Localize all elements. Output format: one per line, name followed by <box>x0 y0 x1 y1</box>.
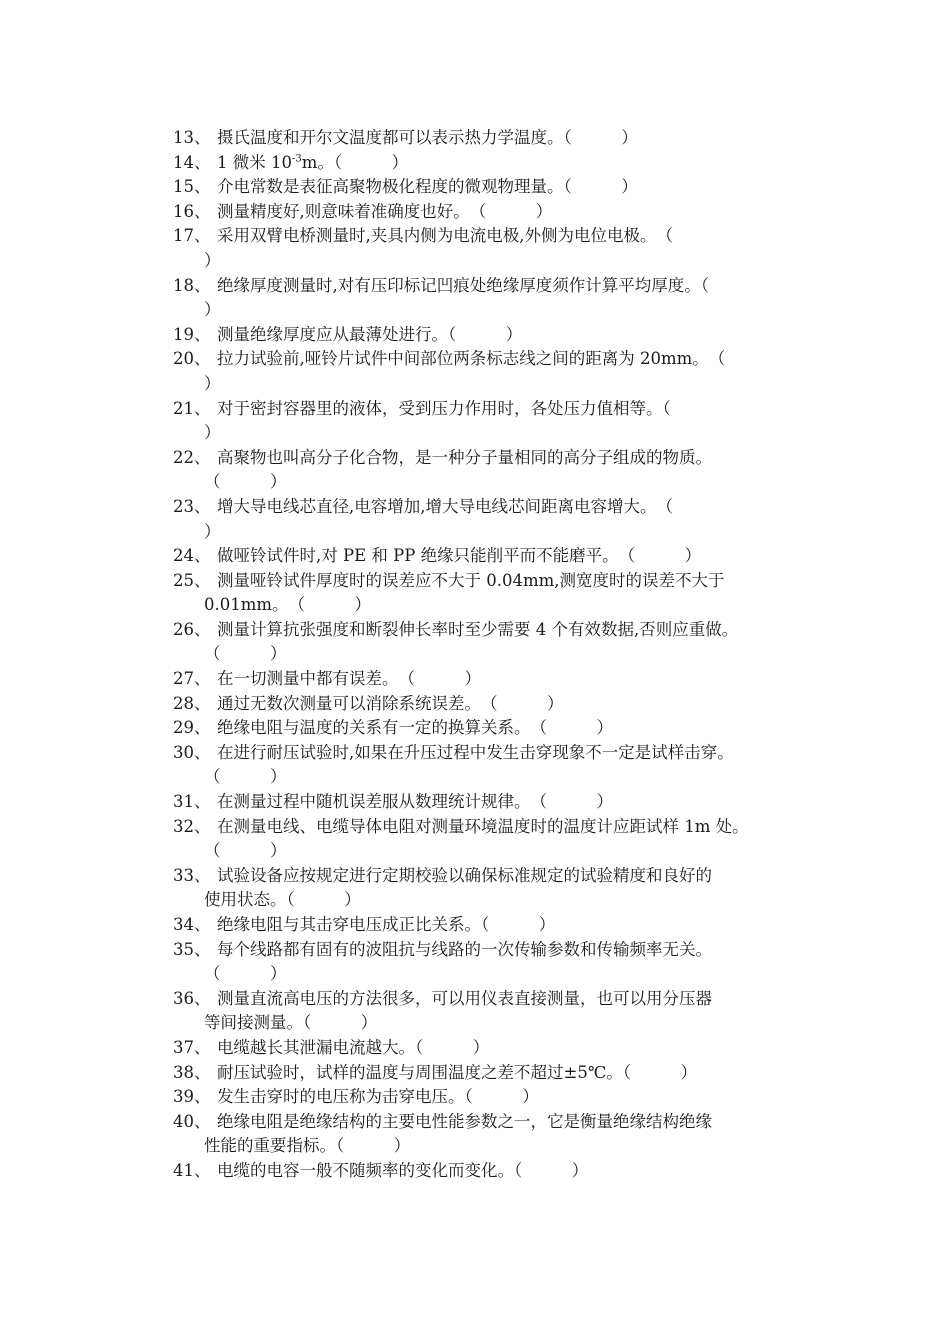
question-number: 15、 <box>173 177 211 197</box>
question-number: 30、 <box>173 742 211 762</box>
question-number: 26、 <box>173 619 211 639</box>
question-continuation-line: 等间接测量。（ ） <box>204 1013 378 1033</box>
question-text <box>217 667 823 692</box>
question-number: 27、 <box>173 669 211 689</box>
question-number: 24、 <box>173 546 211 566</box>
question-text <box>217 790 823 815</box>
question-number: 31、 <box>173 792 211 812</box>
question-line: 摄氏温度和开尔文温度都可以表示热力学温度。（ ） <box>217 128 638 147</box>
question-item <box>173 1085 823 1110</box>
question-text <box>204 938 823 987</box>
question-number: 16、 <box>173 201 211 221</box>
question-line: 介电常数是表征高聚物极化程度的微观物理量。（ ） <box>217 177 638 197</box>
question-item <box>173 741 823 790</box>
question-number: 19、 <box>173 324 211 344</box>
question-continuation-line: ） <box>204 373 221 393</box>
question-line: 绝缘电阻与其击穿电压成正比关系。（ ） <box>217 915 556 934</box>
question-line: 测量计算抗张强度和断裂伸长率时至少需要 4 个有效数据,否则应重做。 <box>217 619 739 639</box>
question-text <box>217 126 823 151</box>
question-number: 17、 <box>173 226 211 246</box>
question-number: 23、 <box>173 496 211 516</box>
question-line: 采用双臂电桥测量时,夹具内侧为电流电极,外侧为电位电极。 （ <box>217 226 673 246</box>
question-text <box>217 323 823 348</box>
question-item <box>173 274 823 323</box>
question-number: 22、 <box>173 447 211 467</box>
question-continuation-line: 性能的重要指标。（ ） <box>204 1136 411 1156</box>
question-item <box>173 1061 823 1086</box>
question-line: 测量精度好,则意味着准确度也好。 （ ） <box>217 201 553 221</box>
question-item <box>173 1159 823 1184</box>
question-item <box>173 815 823 864</box>
question-text <box>204 1110 823 1159</box>
question-number: 25、 <box>173 570 211 590</box>
question-continuation-line: ） <box>204 250 221 270</box>
question-continuation-line: ） <box>204 423 221 443</box>
question-text <box>204 446 823 495</box>
question-continuation-line: （ ） <box>204 841 287 861</box>
question-text <box>217 1159 823 1184</box>
question-number: 32、 <box>173 816 211 836</box>
question-text <box>204 347 823 396</box>
question-item <box>173 569 823 618</box>
question-line: 每个线路都有固有的波阻抗与线路的一次传输参数和传输频率无关。 <box>217 939 712 959</box>
question-continuation-line: （ ） <box>204 964 287 984</box>
question-text-after-exponent: m。（ ） <box>301 152 409 172</box>
question-item <box>173 864 823 913</box>
question-number: 37、 <box>173 1037 211 1057</box>
question-text <box>204 618 823 667</box>
question-item <box>173 175 823 200</box>
question-number: 20、 <box>173 349 211 369</box>
question-line: 测量直流高电压的方法很多，可以用仪表直接测量，也可以用分压器 <box>217 988 712 1008</box>
question-text <box>204 274 823 323</box>
question-number: 39、 <box>173 1087 211 1107</box>
question-line: 对于密封容器里的液体，受到压力作用时，各处压力值相等。（ <box>217 398 671 418</box>
question-line: 测量哑铃试件厚度时的误差应不大于 0.04mm,测宽度时的误差不大于 <box>217 570 725 590</box>
question-item <box>173 716 823 741</box>
question-line: 在进行耐压试验时,如果在升压过程中发生击穿现象不一定是试样击穿。 <box>217 742 734 762</box>
question-text <box>217 200 823 225</box>
question-item <box>173 224 823 273</box>
question-text-before-exponent: 1 微米 10 <box>217 152 292 172</box>
question-line: 绝缘电阻是绝缘结构的主要电性能参数之一，它是衡量绝缘结构绝缘 <box>217 1111 712 1131</box>
question-continuation-line: 使用状态。（ ） <box>204 890 361 910</box>
question-item <box>173 151 823 176</box>
question-item <box>173 938 823 987</box>
question-item <box>173 495 823 544</box>
question-line: 绝缘电阻与温度的关系有一定的换算关系。 （ ） <box>217 718 613 738</box>
question-line: 电缆越长其泄漏电流越大。（ ） <box>217 1037 490 1057</box>
question-number: 41、 <box>173 1160 211 1180</box>
question-number: 21、 <box>173 398 211 418</box>
question-text <box>217 175 823 200</box>
question-continuation-line: （ ） <box>204 767 287 787</box>
question-text <box>217 1036 823 1061</box>
question-item <box>173 323 823 348</box>
question-line: 拉力试验前,哑铃片试件中间部位两条标志线之间的距离为 20mm。 （ <box>217 349 726 369</box>
question-item <box>173 692 823 717</box>
question-item <box>173 126 823 151</box>
question-item <box>173 1110 823 1159</box>
question-number: 35、 <box>173 939 211 959</box>
question-line: 发生击穿时的电压称为击穿电压。（ ） <box>217 1087 539 1107</box>
question-number: 28、 <box>173 693 211 713</box>
question-text <box>204 224 823 273</box>
question-text <box>217 692 823 717</box>
question-item <box>173 913 823 938</box>
question-line: 试验设备应按规定进行定期校验以确保标准规定的试验精度和良好的 <box>217 865 712 885</box>
question-text <box>217 913 823 938</box>
question-number: 14、 <box>173 152 211 172</box>
question-text <box>217 1061 823 1086</box>
question-number: 34、 <box>173 915 211 934</box>
question-item <box>173 618 823 667</box>
question-line: 在测量过程中随机误差服从数理统计规律。 （ ） <box>217 792 613 812</box>
question-line <box>217 151 823 176</box>
question-item <box>173 397 823 446</box>
question-line: 在一切测量中都有误差。 （ ） <box>217 669 481 689</box>
question-line: 做哑铃试件时,对 PE 和 PP 绝缘只能削平而不能磨平。 （ ） <box>217 546 702 566</box>
question-line: 测量绝缘厚度应从最薄处进行。（ ） <box>217 324 523 344</box>
question-item <box>173 446 823 495</box>
question-line: 电缆的电容一般不随频率的变化而变化。（ ） <box>217 1160 589 1180</box>
question-text <box>204 741 823 790</box>
question-text <box>204 495 823 544</box>
question-text <box>204 987 823 1036</box>
question-item <box>173 347 823 396</box>
question-item <box>173 200 823 225</box>
question-line: 增大导电线芯直径,电容增加,增大导电线芯间距离电容增大。 （ <box>217 496 673 516</box>
question-item <box>173 1036 823 1061</box>
question-continuation-line: 0.01mm。 （ ） <box>204 595 372 615</box>
question-text <box>217 544 823 569</box>
question-text <box>217 716 823 741</box>
question-line: 高聚物也叫高分子化合物，是一种分子量相同的高分子组成的物质。 <box>217 447 712 467</box>
question-text <box>217 151 823 176</box>
question-text <box>204 397 823 446</box>
question-continuation-line: （ ） <box>204 644 287 664</box>
question-continuation-line: ） <box>204 300 221 320</box>
question-number: 36、 <box>173 988 211 1008</box>
question-continuation-line: （ ） <box>204 472 287 492</box>
question-number: 13、 <box>173 128 211 147</box>
question-text <box>204 569 823 618</box>
question-line: 在测量电线、电缆导体电阻对测量环境温度时的温度计应距试样 1m 处。 <box>217 816 749 836</box>
question-line: 耐压试验时，试样的温度与周围温度之差不超过±5℃。（ ） <box>217 1062 698 1082</box>
question-text <box>204 815 823 864</box>
question-list <box>173 126 823 1184</box>
question-number: 40、 <box>173 1111 211 1131</box>
question-text <box>204 864 823 913</box>
exponent: -3 <box>291 153 302 165</box>
question-number: 18、 <box>173 275 211 295</box>
question-text <box>217 1085 823 1110</box>
question-line: 绝缘厚度测量时,对有压印标记凹痕处绝缘厚度须作计算平均厚度。（ <box>217 275 709 295</box>
question-line: 通过无数次测量可以消除系统误差。 （ ） <box>217 693 564 713</box>
question-item <box>173 667 823 692</box>
question-item <box>173 790 823 815</box>
question-item <box>173 544 823 569</box>
question-number: 29、 <box>173 718 211 738</box>
question-item <box>173 987 823 1036</box>
question-number: 38、 <box>173 1062 211 1082</box>
question-number: 33、 <box>173 865 211 885</box>
question-continuation-line: ） <box>204 521 221 541</box>
